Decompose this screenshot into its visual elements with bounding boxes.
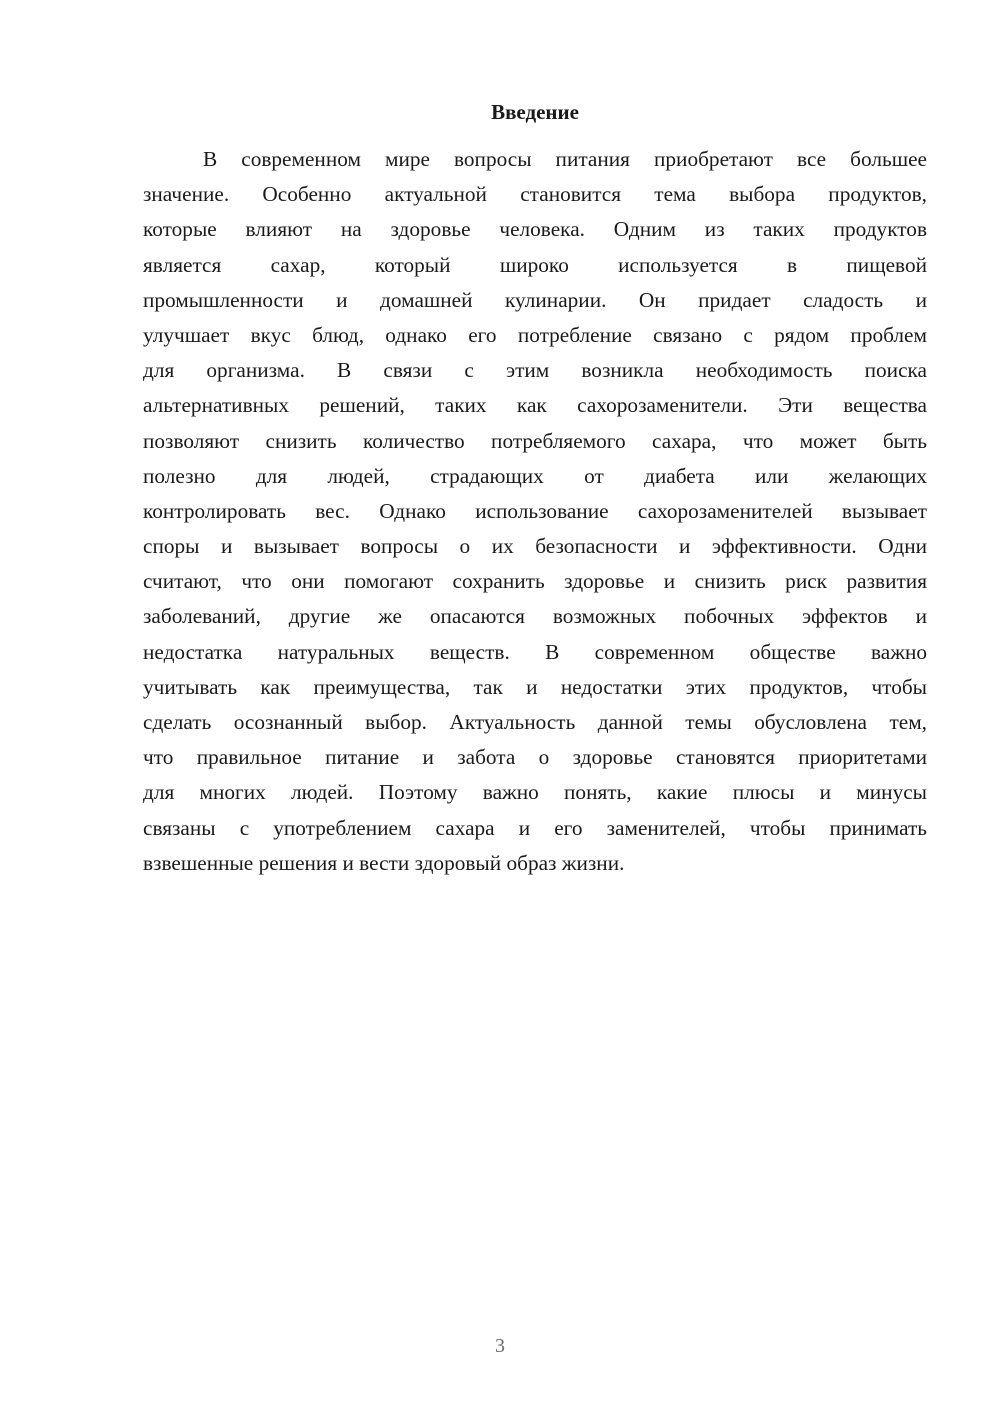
paragraph-line: улучшает вкус блюд, однако его потребление связано с рядом проблем (143, 322, 927, 347)
paragraph-line: полезно для людей, страдающих от диабета или желающих (143, 463, 927, 488)
paragraph-line: споры и вызывает вопросы о их безопасности и эффективности. Одни (143, 534, 927, 559)
paragraph-line: которые влияют на здоровье человека. Одним из таких продуктов (143, 217, 927, 242)
paragraph-line: считают, что они помогают сохранить здоровье и снизить риск развития (143, 569, 927, 594)
paragraph-line: позволяют снизить количество потребляемого сахара, что может быть (143, 428, 927, 453)
paragraph-line: взвешенные решения и вести здоровый образ жизни. (143, 850, 625, 875)
paragraph-line: заболеваний, другие же опасаются возможных побочных эффектов и (143, 604, 927, 629)
section-heading: Введение (491, 100, 579, 124)
page-number: 3 (495, 1335, 505, 1357)
paragraph-line: значение. Особенно актуальной становится тема выбора продуктов, (143, 182, 927, 207)
paragraph-line: недостатка натуральных веществ. В современном обществе важно (143, 639, 927, 664)
paragraph-line: связаны с употреблением сахара и его заменителей, чтобы принимать (143, 815, 927, 840)
paragraph-line: для организма. В связи с этим возникла необходимость поиска (143, 358, 927, 383)
paragraph-line: для многих людей. Поэтому важно понять, какие плюсы и минусы (143, 780, 927, 805)
paragraph-line: альтернативных решений, таких как сахорозаменители. Эти вещества (143, 393, 927, 418)
paragraph-line: что правильное питание и забота о здоровье становятся приоритетами (143, 745, 927, 770)
introduction-paragraph (143, 142, 927, 881)
paragraph-line: учитывать как преимущества, так и недостатки этих продуктов, чтобы (143, 674, 927, 699)
paragraph-line: промышленности и домашней кулинарии. Он придает сладость и (143, 287, 927, 312)
paragraph-line: является сахар, который широко используется в пищевой (143, 252, 927, 277)
paragraph-line: сделать осознанный выбор. Актуальность данной темы обусловлена тем, (143, 710, 927, 734)
paragraph-line: В современном мире вопросы питания приобретают все большее (203, 147, 927, 171)
paragraph-line: контролировать вес. Однако использование сахорозаменителей вызывает (143, 498, 927, 523)
